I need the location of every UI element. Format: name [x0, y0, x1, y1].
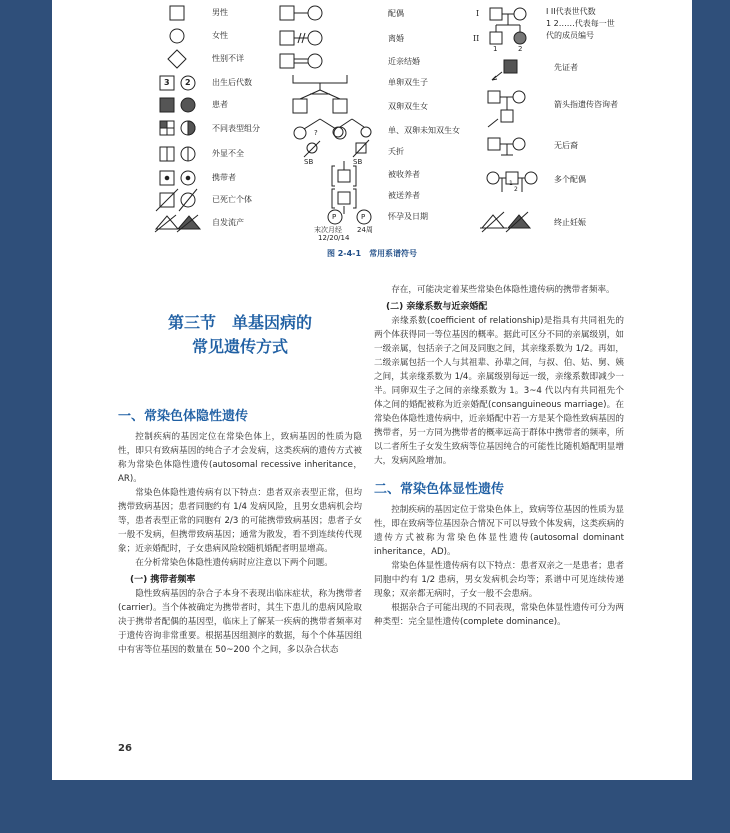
- last-period-date: 12/20/14: [318, 234, 350, 242]
- paragraph: 存在，可能决定着某些常染色体隐性遗传病的携带者频率。: [391, 285, 615, 295]
- proband-symbol: [504, 60, 517, 73]
- no-offspring-male: [488, 138, 500, 150]
- paragraph: 隐性致病基因的杂合子本身不表现出临床症状，称为携带者(carrier)。当个体被确定为携带者时，其生下患儿的患病风险取决于携带者配偶的基因型，临床上了解某一疾病的携带者频率对于遗传咨询非常重要。根据基因组测序的数据，每个个体基因组中有害等位基因的数量在 50~200 个之间，多以杂合状态: [118, 589, 362, 655]
- heading-ad-inheritance: 二、常染色体显性遗传: [374, 482, 505, 497]
- member-number-2: 2: [518, 45, 523, 53]
- caption-number: 图 2-4-1: [326, 249, 362, 258]
- consanguinity-male: [280, 54, 294, 68]
- symbol-label: 单、双卵未知双生女: [388, 126, 460, 135]
- paragraph: 控制疾病的基因定位于常染色体上，致病等位基因的性质为显性，即在致病等位基因杂合情况下可以导致个体发病，这类疾病的遗传方式被称为常染色体显性遗传(autosomal dominant inheritance，AD)。: [374, 505, 624, 557]
- pregnancy-p-1: P: [332, 213, 337, 221]
- spouse-female: [308, 6, 322, 20]
- pedigree-symbols-figure: [52, 0, 692, 245]
- book-page: [52, 0, 692, 780]
- symbol-label: 先证者: [554, 63, 578, 72]
- legend-line: I II代表世代数: [546, 7, 596, 16]
- symbol-label: 配偶: [388, 9, 404, 18]
- died-infant-1: [307, 143, 317, 153]
- section-title-line-1: 第三节 单基因病的: [167, 313, 312, 332]
- pedigree-symbols-drawing: [52, 0, 692, 245]
- symbol-label: 出生后代数: [212, 78, 252, 87]
- symbol-label: 自发流产: [212, 218, 244, 227]
- termination-symbol-2: [508, 215, 530, 228]
- legend-line: 代的成员编号: [546, 31, 594, 40]
- multiple-spouse-female-2: [525, 172, 537, 184]
- left-column: [118, 283, 362, 657]
- spouse-number-1: 1: [509, 180, 513, 187]
- paragraph: 常染色体隐性遗传病有以下特点：患者双亲表型正常，但均携带致病基因；患者同胞约有 1/4 发病风险，且男女患病机会均等，患者表型正常的同胞有 2/3 的可能携带致病基因；患者子女一般不发病，但携带致病基因；通常为散发，看不到连续传代现象；近亲婚配时，子女患病风险较随机婚配者明显增高。: [118, 488, 362, 554]
- pedigree-gen2-female: [514, 32, 526, 44]
- consanguinity-female: [308, 54, 322, 68]
- multiple-spouse-female-1: [487, 172, 499, 184]
- caption-title: 常用系谱符号: [369, 249, 418, 258]
- symbol-label: 性别不详: [212, 54, 244, 63]
- pedigree-gen1-female: [514, 8, 526, 20]
- symbol-label: 已死亡个体: [212, 195, 252, 204]
- affected-female-symbol: [181, 98, 195, 112]
- generation-2-label: II: [473, 34, 480, 43]
- paragraph: 亲缘系数(coefficient of relationship)是指具有共同祖先的两个体获得同一等位基因的概率。据此可区分不同的亲属级别，如一级亲属，包括亲子之间及同胞之间，其亲缘系数为 1/2。再如，二级亲属包括一个人与其祖辈、孙辈之间，与叔、伯、姑、舅、姨之间，其亲缘系数为 1/4。亲属级别每远一级，亲缘系数即减少一半。同卵双生子之间的亲缘系数为 1。3~4 代以内有共同祖先个体之间的婚配被称为近亲婚配(consanguineous marriage)。在常染色体隐性遗传病中，近亲婚配中若一方是某个隐性致病基因的携带者，另一方同为携带者的概率远高于群体中携带者的频率，所以二者所生子女发生致病等位基因纯合的可能性比随机婚配明显增大，发病风险增加。: [374, 316, 624, 466]
- symbol-label: 被送养者: [388, 191, 420, 200]
- no-offspring-female: [513, 138, 525, 150]
- subheading-carrier-frequency: (一) 携带者频率: [130, 575, 196, 585]
- symbol-label: 多个配偶: [554, 175, 586, 184]
- pedigree-gen2-male: [490, 32, 502, 44]
- mz-twin-1: [293, 99, 307, 113]
- stillbirth-label-2: SB: [353, 158, 363, 166]
- pedigree-gen1-male: [490, 8, 502, 20]
- member-number-1: 1: [493, 45, 498, 53]
- adopted-in-symbol: [338, 170, 350, 182]
- dz-twin-1: [294, 127, 306, 139]
- subheading-consanguinity: (二) 亲缘系数与近亲婚配: [386, 302, 488, 312]
- mz-twin-2: [333, 99, 347, 113]
- consultand-female: [513, 91, 525, 103]
- symbol-label: 外显不全: [212, 149, 244, 158]
- paragraph: 控制疾病的基因定位在常染色体上，致病基因的性质为隐性，即只有致病基因的纯合子才会发病，这类疾病的遗传方式被称为常染色体隐性遗传(autosomal recessive inheritance，AR)。: [118, 432, 362, 484]
- page-number: 26: [118, 743, 132, 754]
- heading-ar-inheritance: 一、常染色体隐性遗传: [118, 409, 249, 424]
- symbol-label: 无后裔: [554, 141, 578, 150]
- symbol-label: 患者: [212, 100, 228, 109]
- symbol-label: 离婚: [388, 34, 404, 43]
- pregnancy-p-2: P: [361, 213, 366, 221]
- right-column: [374, 283, 624, 629]
- divorce-female: [308, 31, 322, 45]
- symbol-label: 箭头指遗传咨询者: [554, 100, 618, 109]
- question-mark: ?: [314, 129, 318, 137]
- affected-male-symbol: [160, 98, 174, 112]
- symbol-label: 男性: [212, 8, 228, 17]
- legend-line: 1 2……代表每一世: [546, 19, 615, 28]
- count-box-text-1: 3: [164, 78, 170, 87]
- weeks-label: 24周: [357, 226, 373, 234]
- male-symbol: [170, 6, 184, 20]
- spouse-number-2: 2: [514, 186, 518, 193]
- spouse-male: [280, 6, 294, 20]
- last-period-label: 末次月经: [314, 226, 342, 234]
- divorce-male: [280, 31, 294, 45]
- consultand-male: [488, 91, 500, 103]
- symbol-label: 被收养者: [388, 170, 420, 179]
- consultand-child: [501, 110, 513, 122]
- symbol-label: 不同表型组分: [212, 124, 260, 133]
- stillbirth-label-1: SB: [304, 158, 314, 166]
- symbol-label: 夭折: [388, 147, 404, 156]
- female-symbol: [170, 29, 184, 43]
- symbol-label: 单卵双生子: [388, 78, 428, 87]
- paragraph: 根据杂合子可能出现的不同表现，常染色体显性遗传可分为两种类型：完全显性遗传(complete dominance)。: [374, 603, 624, 627]
- symbol-label: 怀孕及日期: [388, 212, 428, 221]
- symbol-label: 双卵双生女: [388, 102, 428, 111]
- figure-caption: [52, 248, 692, 259]
- adopted-out-symbol: [338, 192, 350, 204]
- count-box-text-2: 2: [185, 78, 191, 87]
- symbol-label: 近亲结婚: [388, 57, 420, 66]
- symbol-label: 女性: [212, 31, 228, 40]
- symbol-label: 携带者: [212, 173, 236, 182]
- paragraph: 在分析常染色体隐性遗传病时应注意以下两个问题。: [135, 558, 333, 568]
- symbol-label: 终止妊娠: [554, 218, 586, 227]
- generation-1-label: I: [476, 9, 480, 18]
- section-title-line-2: 常见遗传方式: [191, 337, 288, 356]
- section-title: [118, 311, 362, 359]
- sex-unknown-symbol: [168, 50, 186, 68]
- dz-twin-2: [334, 127, 346, 139]
- paragraph: 常染色体显性遗传病有以下特点：患者双亲之一是患者；患者同胞中约有 1/2 患病，男女发病机会均等；系谱中可见连续传递现象；双亲都无病时，子女一般不会患病。: [374, 561, 624, 599]
